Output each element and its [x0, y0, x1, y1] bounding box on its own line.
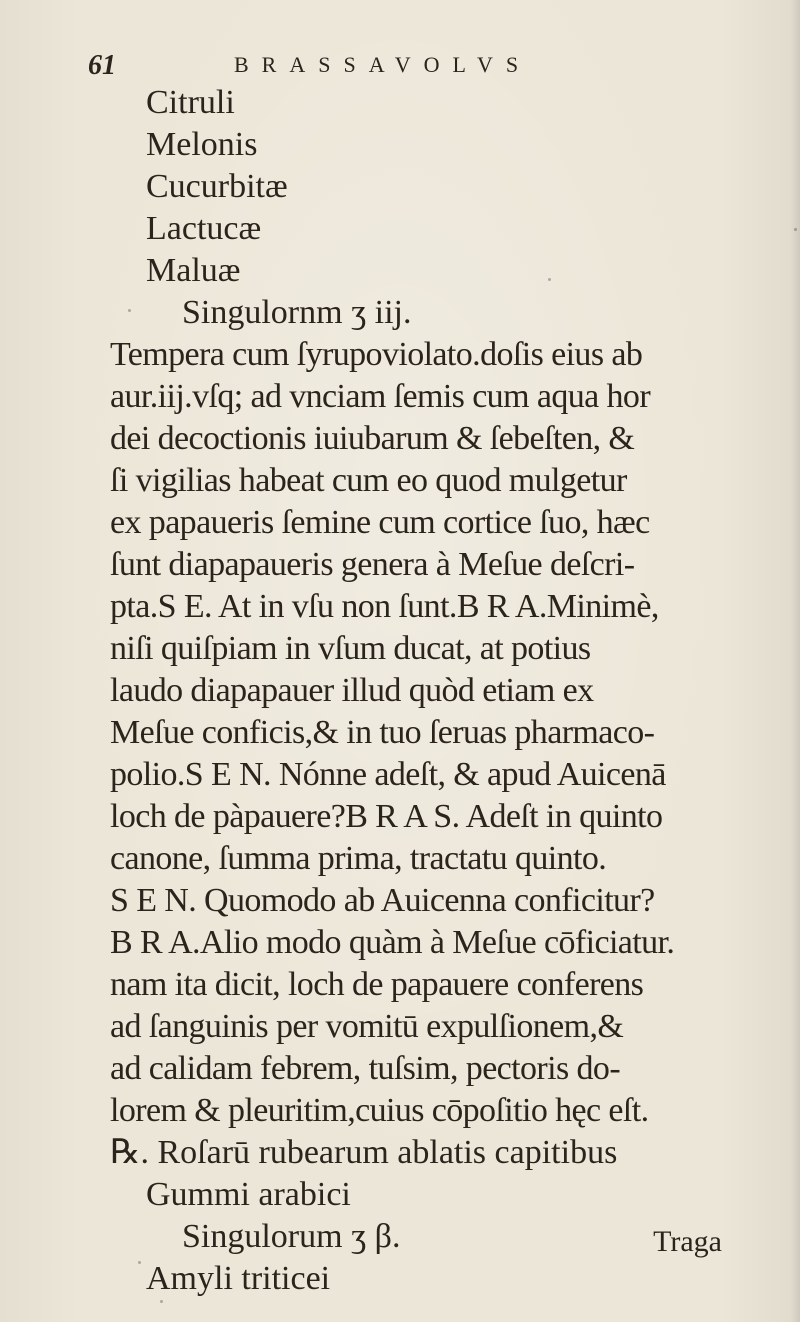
text-line: nam ita dicit, loch de papauere conferens	[110, 966, 644, 1003]
paper-speck	[138, 1261, 141, 1264]
paper-speck	[548, 278, 551, 281]
paper-speck	[794, 228, 797, 231]
text-line: ad calidam febrem, tuſsim, pectoris do-	[110, 1050, 621, 1087]
text-line: B R A.Alio modo quàm à Meſue cōficiatur.	[110, 924, 675, 961]
text-line: pta.S E. At in vſu non ſunt.B R A.Minimè,	[110, 588, 659, 625]
ingredient-line: Melonis	[146, 126, 258, 163]
ingredient-line: Citruli	[146, 84, 235, 121]
text-line: canone, ſumma prima, tractatu quinto.	[110, 840, 607, 877]
text-line: Tempera cum ſyrupoviolato.doſis eius ab	[110, 336, 643, 373]
ingredient-line: Amyli triticei	[146, 1260, 331, 1297]
text-line: S E N. Quomodo ab Auicenna conficitur?	[110, 882, 655, 919]
text-line: ad ſanguinis per vomitū expulſionem,&	[110, 1008, 624, 1045]
recipe-line: ℞. Roſarū rubearum ablatis capitibus	[110, 1134, 618, 1171]
text-line: ſunt diapapaueris genera à Meſue deſcri-	[110, 546, 635, 583]
text-line: ex papaueris ſemine cum cortice ſuo, hæc	[110, 504, 650, 541]
text-line: niſi quiſpiam in vſum ducat, at potius	[110, 630, 591, 667]
ingredient-line: Maluæ	[146, 252, 241, 289]
dose-line: Singulornm ʒ iij.	[182, 294, 412, 331]
text-line: dei decoctionis iuiubarum & ſebeſten, &	[110, 420, 635, 457]
folio-number: 61	[88, 50, 116, 81]
paper-speck	[160, 1300, 163, 1303]
text-line: polio.S E N. Nónne adeſt, & apud Auicenā	[110, 756, 666, 793]
dose-line: Singulorum ʒ β.	[182, 1218, 401, 1255]
body-text	[110, 82, 750, 1300]
text-line: laudo diapapauer illud quòd etiam ex	[110, 672, 594, 709]
ingredient-line: Cucurbitæ	[146, 168, 288, 205]
running-title: BRASSAVOLVS	[234, 52, 532, 77]
text-line: ſi vigilias habeat cum eo quod mulgetur	[110, 462, 627, 499]
text-line: lorem & pleuritim,cuius cōpoſitio hęc eſt.	[110, 1092, 649, 1129]
text-line: aur.iij.vſq; ad vnciam ſemis cum aqua hor	[110, 378, 651, 415]
page-edge-shadow	[790, 0, 800, 1322]
ingredient-line: Lactucæ	[146, 210, 262, 247]
page-header	[88, 48, 630, 84]
catchword: Traga	[653, 1225, 722, 1258]
ingredient-line: Gummi arabici	[146, 1176, 351, 1213]
paper-speck	[128, 309, 131, 312]
text-line: Meſue conficis,& in tuo ſeruas pharmaco-	[110, 714, 655, 751]
text-line: loch de pàpauere?B R A S. Adeſt in quinto	[110, 798, 663, 835]
